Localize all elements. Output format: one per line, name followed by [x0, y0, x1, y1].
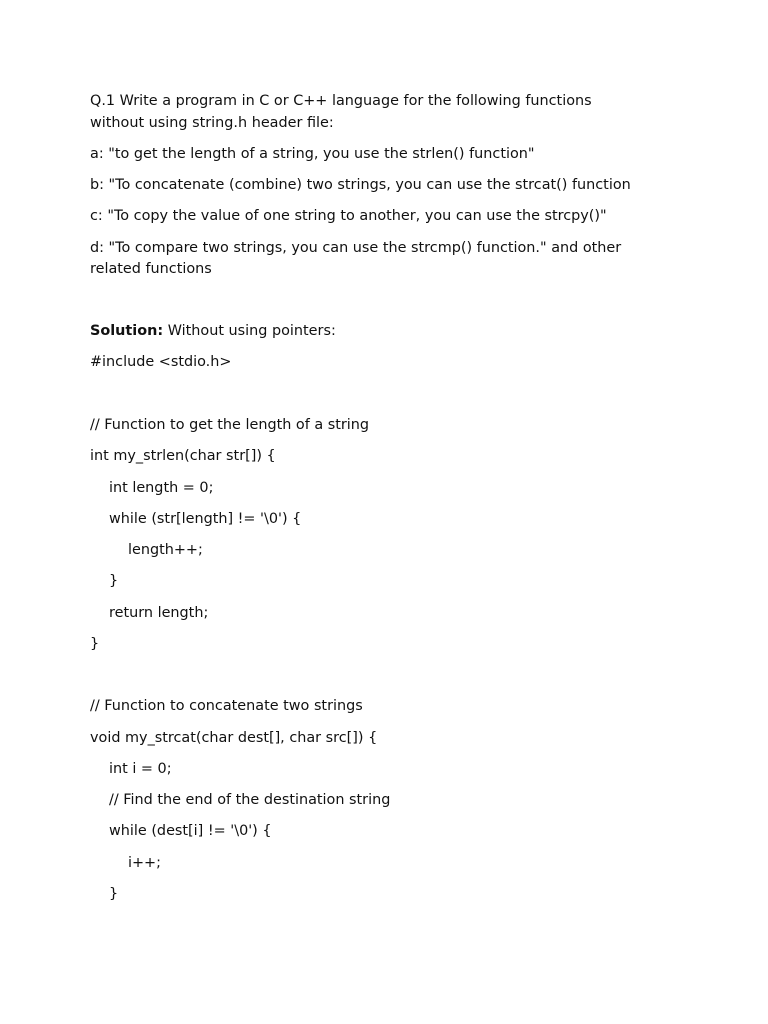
code-strcat-line-3: while (dest[i] != '\0') {: [109, 823, 272, 839]
question-title-line-2: without using string.h header file:: [90, 115, 334, 131]
code-strlen-end: }: [90, 636, 100, 652]
code-strlen-line-3: length++;: [128, 542, 203, 558]
code-strcat-line-5: }: [109, 886, 119, 902]
code-strlen-signature: int my_strlen(char str[]) {: [90, 448, 276, 464]
question-item-d-line-2: related functions: [90, 261, 212, 277]
solution-heading: [90, 321, 336, 342]
code-strlen-line-2: while (str[length] != '\0') {: [109, 511, 302, 527]
code-strlen-line-5: return length;: [109, 605, 209, 621]
code-strlen-line-1: int length = 0;: [109, 480, 214, 496]
question-item-b: b: "To concatenate (combine) two strings, you can use the strcat() function: [90, 177, 631, 193]
question-item-c: c: "To copy the value of one string to another, you can use the strcpy()": [90, 208, 607, 224]
question-item-a: a: "to get the length of a string, you use the strlen() function": [90, 146, 535, 162]
question-item-d-line-1: d: "To compare two strings, you can use the strcmp() function." and other: [90, 240, 622, 256]
code-strcat-signature: void my_strcat(char dest[], char src[]) {: [90, 730, 378, 746]
code-strcat-line-1: int i = 0;: [109, 761, 172, 777]
code-include: #include <stdio.h>: [90, 354, 232, 370]
code-strcat-line-2: // Find the end of the destination string: [109, 792, 391, 808]
solution-text: Without using pointers:: [163, 323, 336, 339]
code-strcat-line-4: i++;: [128, 855, 161, 871]
question-title-line-1: Q.1 Write a program in C or C++ language for the following functions: [90, 93, 592, 109]
code-strlen-line-4: }: [109, 573, 119, 589]
code-comment-strcat: // Function to concatenate two strings: [90, 698, 363, 714]
code-comment-strlen: // Function to get the length of a string: [90, 417, 370, 433]
solution-label: Solution:: [90, 323, 164, 339]
